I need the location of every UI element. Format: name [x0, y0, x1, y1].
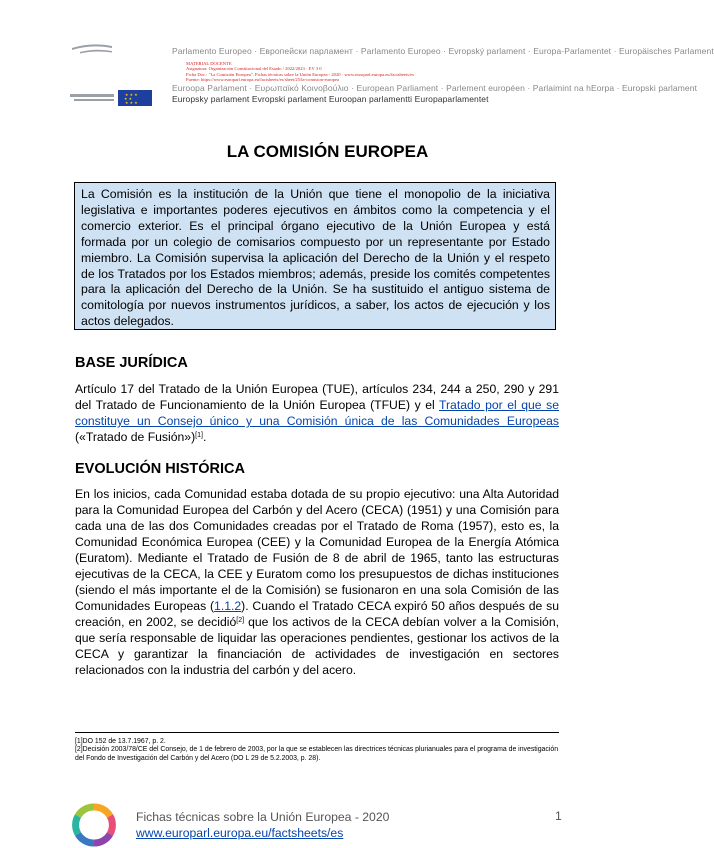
header-line-2: Euroopa Parlament · Ευρωπαϊκό Κοινοβούλιο · European Parliament · Parlement européen · Parlaimint na hEorpa · Europski parlament	[172, 83, 698, 93]
footnote-ref-1[interactable]: [1]	[195, 432, 203, 439]
footnote-divider	[75, 732, 559, 733]
section-heading-base-juridica: BASE JURÍDICA	[75, 355, 188, 371]
footnotes	[75, 738, 559, 763]
paragraph-text: En los inicios, cada Comunidad estaba dotada de su propio ejecutivo: una Alta Autoridad para la Comunidad Europea del Carbón y del Acero (CECA) (1951) y una Comisión para cada una de las dos Comunidades creadas por el Tratado de Roma (1957), esto es, la Comunidad Económica Europea (CEE) y la Comunidad Europea de la Energía Atómica (Euratom). Mediante el Tratado de Fusión de 8 de abril de 1965, tanto las estructuras ejecutivas de la CECA, la CEE y Euratom como los presupuestos de dichas instituciones (siendo el más importante el de la Comisión) se fusionaron en una sola Comisión de las Comunidades Europeas (	[75, 487, 559, 613]
header-line-3: Europsky parlament Evropski parlament Euroopan parlamentti Europaparlamentet	[172, 94, 489, 104]
watermark-line: Asignatura: Organización Constitucional del Estado / 2022/2023 · EV 3 0	[186, 66, 322, 72]
paragraph-text: ). Cuando el Tratado CECA expiró 50 años después de su creación, en 2002, se decidió	[75, 599, 559, 629]
page-number: 1	[555, 809, 562, 823]
header-line-1: Parlamento Europeo · Европейски парламент · Parlamento Europeo · Evropský parlament · Europa-Parlamentet · Europäisches Parlament	[172, 46, 714, 56]
footnote-ref-2[interactable]: [2]	[236, 617, 245, 624]
summary-box	[74, 182, 556, 330]
paragraph-text: («Tratado de Fusión»)	[75, 430, 196, 444]
footer	[136, 809, 389, 841]
watermark-line: Ficha Doc.: "La Comisión Europea". Fichas técnicas sobre la Unión Europea - 2020 · www.europarl.europa.eu/factsheets/es	[186, 71, 415, 77]
fusion-treaty-link[interactable]: Tratado por el que se constituye un Consejo único y una Comisión única de las Comunidades Europeas	[75, 398, 559, 428]
evolucion-paragraph	[75, 486, 559, 678]
base-juridica-paragraph	[75, 381, 559, 445]
page-title: LA COMISIÓN EUROPEA	[226, 142, 429, 161]
footnote-1: [1]DO 152 de 13.7.1967, p. 2.	[75, 738, 166, 745]
factsheet-1-1-2-link[interactable]: 1.1.2	[214, 599, 242, 613]
paragraph-text: .	[202, 430, 207, 444]
factsheets-url-link[interactable]: www.europarl.europa.eu/factsheets/es	[136, 826, 344, 840]
footnote-2: [2]Decisión 2003/78/CE del Consejo, de 1 de febrero de 2003, por la que se establecen las directrices técnicas plurianuales para el programa de investigación del Fondo de Investigación del Carbón y del Acero (DO L 29 de 5.2.2003, p. 28).	[75, 746, 559, 762]
watermark-line: Fuente: https://www.europarl.europa.eu/factsheets/es/sheet/25/la-comision-europea	[186, 77, 340, 83]
paragraph-text: que los activos de la CECA debían volver a la Comisión, que sería responsable de liquidar las operaciones pendientes, gestionar los activos de la CECA y garantizar la financiación de actividades de investigación en sectores relacionados con la industria del carbón y del acero.	[75, 615, 560, 677]
svg-text:★ ★ ★: ★ ★ ★	[125, 100, 138, 105]
watermark-line: MATERIAL DOCENTE	[186, 61, 232, 66]
section-heading-evolucion: EVOLUCIÓN HISTÓRICA	[75, 461, 245, 477]
factsheets-logo	[72, 803, 116, 847]
teaching-material-watermark	[186, 61, 586, 83]
paragraph-text: Artículo 17 del Tratado de la Unión Europea (TUE), artículos 234, 244 a 250, 290 y 291 del Tratado de Funcionamiento de la Unión Europea (TFUE) y el	[75, 382, 559, 412]
footer-title: Fichas técnicas sobre la Unión Europea - 2020	[136, 810, 390, 824]
summary-text: La Comisión es la institución de la Unión que tiene el monopolio de la iniciativa legislativa e importantes poderes ejecutivos en ámbitos como la competencia y el comercio exterior. Es el principal órgano ejecutivo de la Unión Europea y está formada por un colegio de comisarios compuesto por un representante por Estado miembro. La Comisión supervisa la aplicación del Derecho de la Unión y el respeto de los Tratados por los Estados miembros; además, preside los comités competentes para la aplicación del Derecho de la Unión. Se ha sustituido el antiguo sistema de comitología por nuevos instrumentos jurídicos, a saber, los actos de ejecución y los actos delegados.	[81, 187, 550, 329]
european-parliament-logo	[70, 38, 160, 108]
svg-text:★ ★ ★: ★ ★ ★	[125, 92, 138, 97]
svg-text:★ ★: ★ ★	[124, 96, 133, 101]
